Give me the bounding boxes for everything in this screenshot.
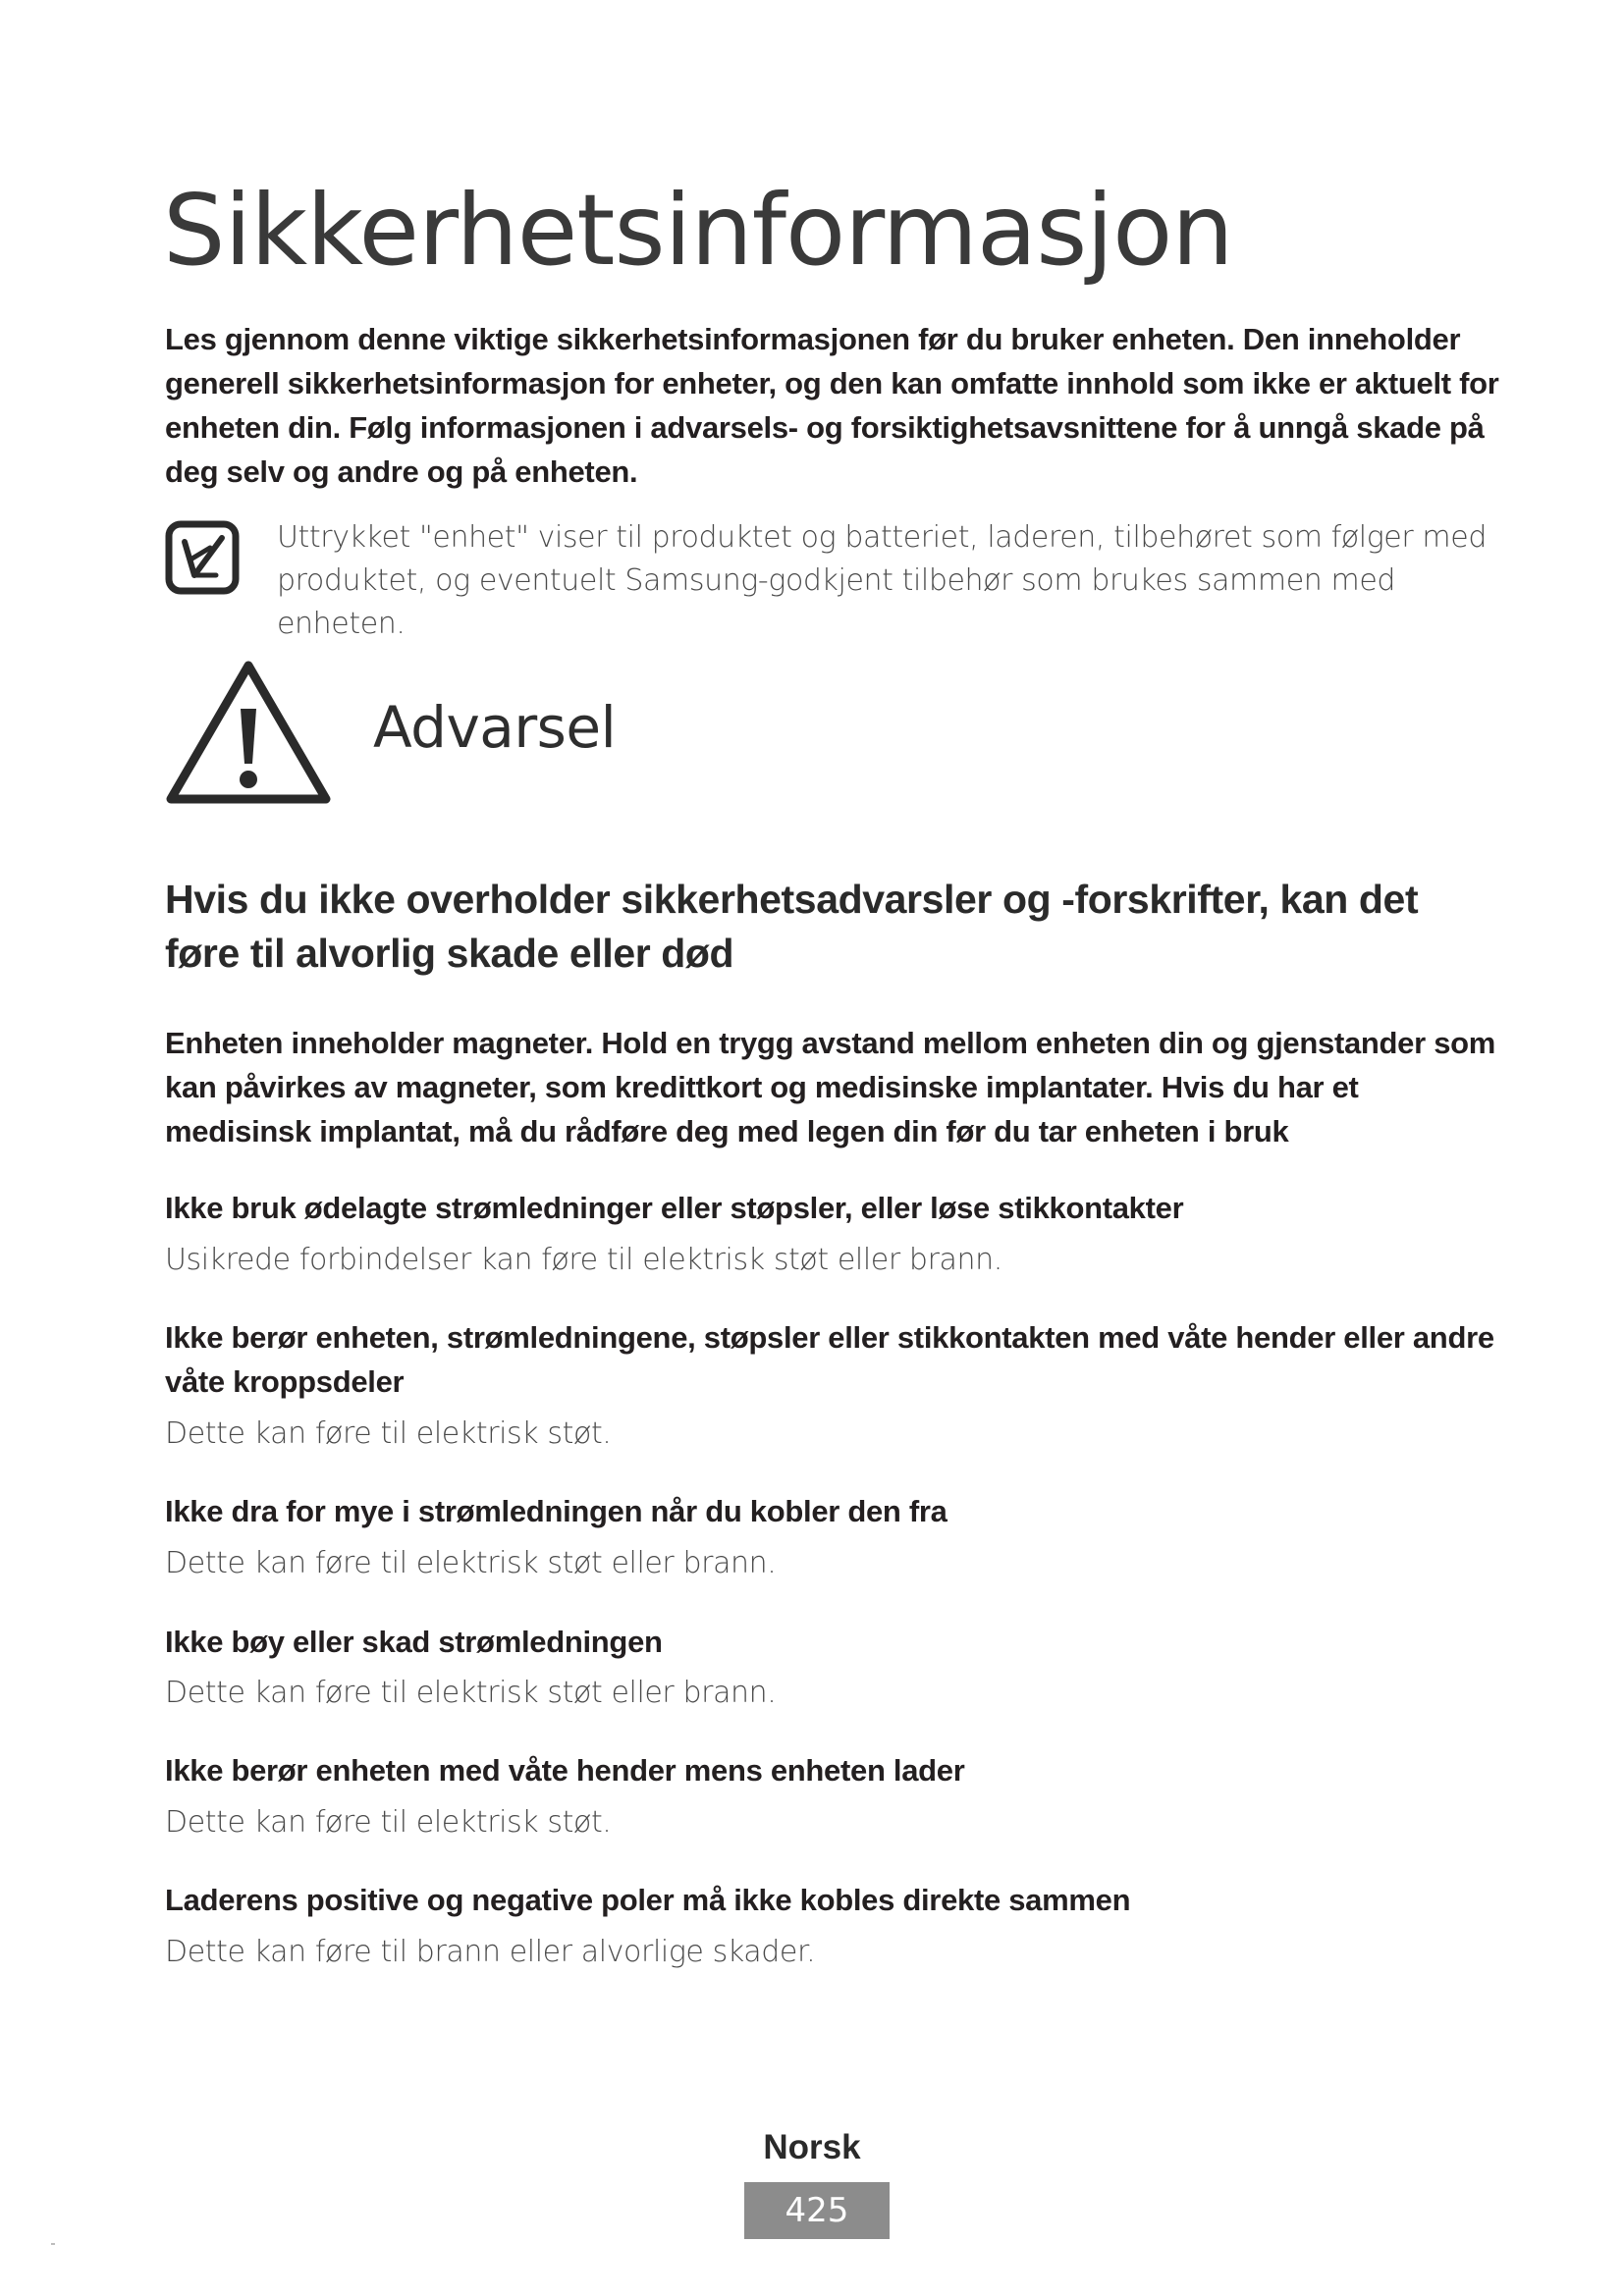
warning-item-heading: Laderens positive og negative poler må ikke kobles direkte sammen: [165, 1883, 1131, 1917]
corner-mark: [51, 2243, 55, 2245]
section-title-advarsel: Advarsel: [373, 694, 617, 761]
warning-item-body: Dette kan føre til elektrisk støt.: [165, 1805, 612, 1840]
warning-item-body: Dette kan føre til elektrisk støt eller brann.: [165, 1676, 777, 1710]
warning-item-body: Dette kan føre til brann eller alvorlige skader.: [165, 1935, 816, 1969]
warning-item-heading: Ikke berør enheten med våte hender mens enheten lader: [165, 1753, 965, 1788]
magnet-warning-paragraph: Enheten inneholder magneter. Hold en trygg avstand mellom enheten din og gjenstander som kan påvirkes av magneter, som kredittkort og medisinske implantater. Hvis du har et medisinsk implantat, må du rådføre deg med legen din før du tar enheten i bruk: [165, 1026, 1496, 1148]
warning-item-body: Dette kan føre til elektrisk støt.: [165, 1416, 612, 1451]
footer-language: Norsk: [763, 2128, 861, 2166]
page-number-badge: 425: [744, 2182, 890, 2239]
warning-item-heading: Ikke berør enheten, strømledningene, støpsler eller stikkontakten med våte hender eller andre våte kroppsdeler: [165, 1320, 1494, 1399]
warning-item-heading: Ikke dra for mye i strømledningen når du kobler den fra: [165, 1494, 947, 1528]
page-title: Sikkerhetsinformasjon: [163, 173, 1233, 288]
warning-item-heading: Ikke bøy eller skad strømledningen: [165, 1625, 663, 1659]
intro-paragraph: Les gjennom denne viktige sikkerhetsinformasjonen før du bruker enheten. Den inneholder generell sikkerhetsinformasjon for enheter, og den kan omfatte innhold som ikke er aktuelt for enheten din. Følg informasjonen i advarsels- og forsiktighetsavsnittene for å unngå skade på deg selv og andre og på enheten.: [165, 322, 1499, 489]
note-text: Uttrykket "enhet" viser til produktet og batteriet, laderen, tilbehøret som følger med produktet, og eventuelt Samsung-godkjent tilbehør som brukes sammen med enheten.: [277, 520, 1487, 641]
warning-triangle-icon: [165, 658, 332, 807]
note-pencil-icon: [165, 520, 240, 595]
warning-item-heading: Ikke bruk ødelagte strømledninger eller støpsler, eller løse stikkontakter: [165, 1191, 1184, 1225]
warning-item-body: Dette kan føre til elektrisk støt eller brann.: [165, 1546, 777, 1580]
warning-item-body: Usikrede forbindelser kan føre til elektrisk støt eller brann.: [165, 1243, 1002, 1277]
warning-subtitle: Hvis du ikke overholder sikkerhetsadvarsler og -forskrifter, kan det føre til alvorlig skade eller død: [165, 877, 1419, 976]
